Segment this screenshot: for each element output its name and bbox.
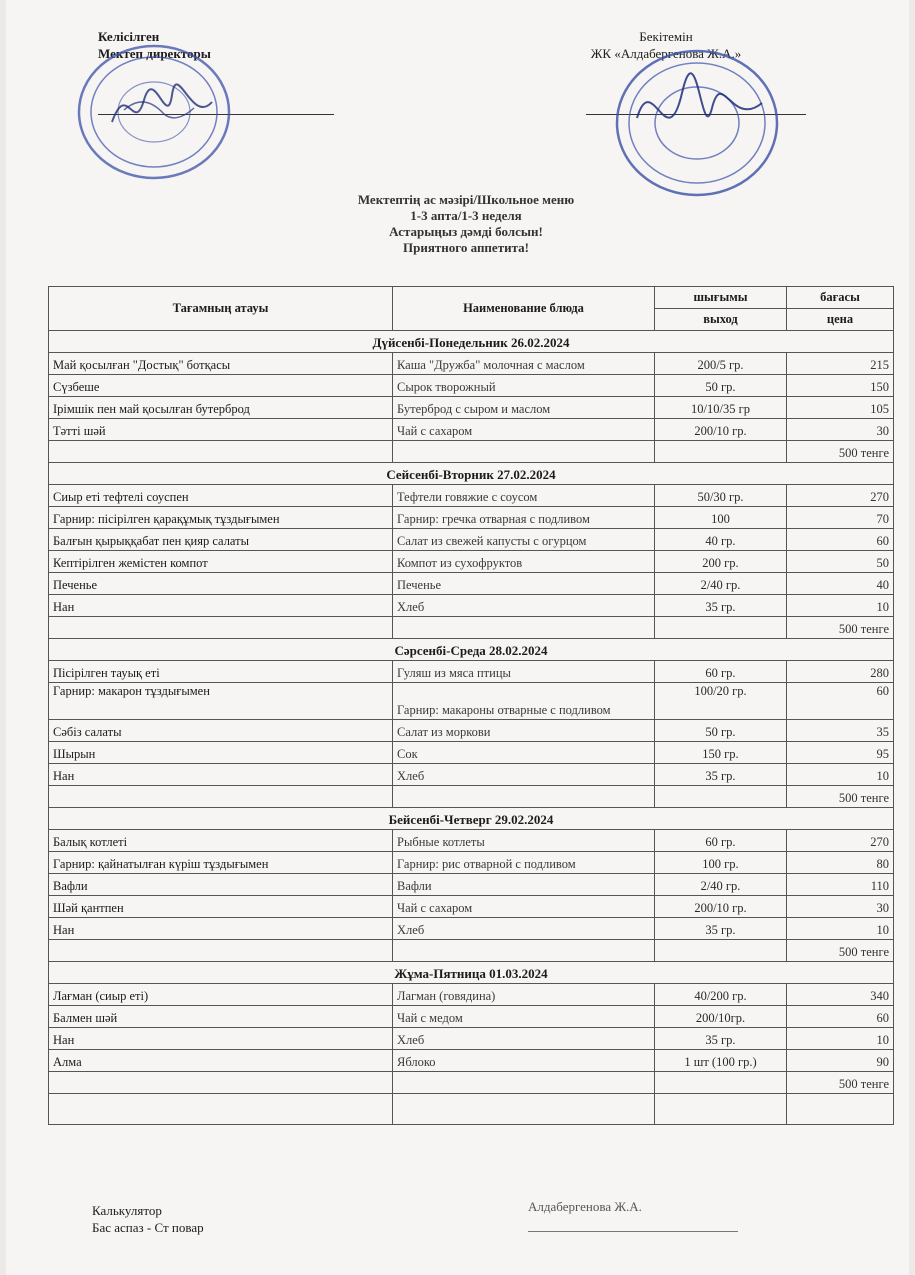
dish-name-ru: Бутерброд с сыром и маслом bbox=[393, 397, 655, 419]
table-row bbox=[49, 830, 894, 852]
day-header-row bbox=[49, 463, 894, 485]
dish-name-kz: Май қосылған "Достық" ботқасы bbox=[49, 353, 393, 375]
dish-name-kz: Балық котлеті bbox=[49, 830, 393, 852]
dish-yield: 2/40 гр. bbox=[655, 573, 787, 595]
dish-name-ru: Гуляш из мяса птицы bbox=[393, 661, 655, 683]
dish-name-ru: Гарнир: гречка отварная с подливом bbox=[393, 507, 655, 529]
dish-name-kz: Сиыр еті тефтелі соуспен bbox=[49, 485, 393, 507]
bon-appetit-kz: Астарыңыз дәмді болсын! bbox=[389, 224, 543, 239]
dish-yield: 60 гр. bbox=[655, 661, 787, 683]
column-header-yield-kz: шығымы bbox=[655, 287, 787, 309]
table-row bbox=[49, 720, 894, 742]
day-total: 500 тенге bbox=[787, 617, 894, 639]
dish-price: 280 bbox=[787, 661, 894, 683]
calculator-label: Калькулятор bbox=[92, 1203, 162, 1218]
day-header-row bbox=[49, 639, 894, 661]
day-total-row bbox=[49, 617, 894, 639]
table-row bbox=[49, 918, 894, 940]
table-row bbox=[49, 852, 894, 874]
dish-name-kz: Вафли bbox=[49, 874, 393, 896]
dish-name-ru: Вафли bbox=[393, 874, 655, 896]
dish-name-ru: Каша "Дружба" молочная с маслом bbox=[393, 353, 655, 375]
dish-price: 90 bbox=[787, 1050, 894, 1072]
dish-name-kz: Шырын bbox=[49, 742, 393, 764]
dish-yield: 1 шт (100 гр.) bbox=[655, 1050, 787, 1072]
menu-table bbox=[48, 286, 894, 1125]
dish-price: 215 bbox=[787, 353, 894, 375]
dish-yield: 50/30 гр. bbox=[655, 485, 787, 507]
dish-price: 270 bbox=[787, 830, 894, 852]
dish-name-ru: Яблоко bbox=[393, 1050, 655, 1072]
dish-name-ru: Лагман (говядина) bbox=[393, 984, 655, 1006]
day-title: Жұма-Пятница 01.03.2024 bbox=[49, 962, 894, 984]
column-header-name-kz: Тағамның атауы bbox=[49, 287, 393, 331]
column-header-price-ru: цена bbox=[787, 309, 894, 331]
dish-name-kz: Пісірілген тауық еті bbox=[49, 661, 393, 683]
bon-appetit-ru: Приятного аппетита! bbox=[403, 240, 529, 255]
dish-price: 30 bbox=[787, 419, 894, 441]
dish-price: 70 bbox=[787, 507, 894, 529]
dish-yield: 60 гр. bbox=[655, 830, 787, 852]
menu-title-block bbox=[256, 192, 676, 256]
dish-price: 10 bbox=[787, 918, 894, 940]
dish-name-kz: Гарнир: пісірілген қарақұмық тұздығымен bbox=[49, 507, 393, 529]
entrepreneur-label: ЖК «Алдабергенова Ж.А.» bbox=[590, 46, 742, 61]
dish-yield: 100/20 гр. bbox=[655, 683, 787, 720]
dish-yield: 2/40 гр. bbox=[655, 874, 787, 896]
table-row bbox=[49, 375, 894, 397]
dish-yield: 200 гр. bbox=[655, 551, 787, 573]
day-header-row bbox=[49, 331, 894, 353]
document-page bbox=[6, 0, 909, 1275]
menu-table-body bbox=[49, 331, 894, 1125]
dish-name-kz: Лағман (сиыр еті) bbox=[49, 984, 393, 1006]
signature-line-footer bbox=[528, 1231, 738, 1232]
dish-yield: 150 гр. bbox=[655, 742, 787, 764]
table-row bbox=[49, 485, 894, 507]
entrepreneur-seal-stamp bbox=[612, 48, 782, 198]
dish-name-ru: Чай с сахаром bbox=[393, 419, 655, 441]
dish-name-kz: Нан bbox=[49, 764, 393, 786]
menu-title: Мектептің ас мәзірі/Школьное меню bbox=[357, 192, 575, 207]
table-row bbox=[49, 742, 894, 764]
dish-price: 40 bbox=[787, 573, 894, 595]
day-title: Бейсенбі-Четверг 29.02.2024 bbox=[49, 808, 894, 830]
day-total-row bbox=[49, 1072, 894, 1094]
dish-name-ru: Гарнир: макароны отварные с подливом bbox=[393, 683, 655, 720]
dish-name-ru: Чай с медом bbox=[393, 1006, 655, 1028]
dish-name-kz: Нан bbox=[49, 595, 393, 617]
dish-name-ru: Сок bbox=[393, 742, 655, 764]
table-row bbox=[49, 984, 894, 1006]
dish-name-ru: Хлеб bbox=[393, 918, 655, 940]
dish-name-ru: Хлеб bbox=[393, 764, 655, 786]
dish-price: 30 bbox=[787, 896, 894, 918]
table-row bbox=[49, 397, 894, 419]
dish-yield: 50 гр. bbox=[655, 720, 787, 742]
dish-name-ru: Тефтели говяжие с соусом bbox=[393, 485, 655, 507]
dish-name-kz: Тәтті шәй bbox=[49, 419, 393, 441]
dish-name-kz: Гарнир: макарон тұздығымен bbox=[49, 683, 393, 720]
director-label: Мектеп директоры bbox=[98, 46, 211, 61]
dish-yield: 100 bbox=[655, 507, 787, 529]
dish-price: 150 bbox=[787, 375, 894, 397]
dish-name-ru: Чай с сахаром bbox=[393, 896, 655, 918]
dish-price: 10 bbox=[787, 595, 894, 617]
table-row bbox=[49, 1050, 894, 1072]
table-row bbox=[49, 507, 894, 529]
dish-yield: 200/10 гр. bbox=[655, 896, 787, 918]
day-total: 500 тенге bbox=[787, 786, 894, 808]
dish-price: 60 bbox=[787, 1006, 894, 1028]
dish-name-kz: Кептірілген жемістен компот bbox=[49, 551, 393, 573]
dish-yield: 50 гр. bbox=[655, 375, 787, 397]
day-header-row bbox=[49, 808, 894, 830]
dish-yield: 35 гр. bbox=[655, 1028, 787, 1050]
table-row bbox=[49, 661, 894, 683]
school-seal-stamp bbox=[72, 40, 232, 180]
dish-name-kz: Алма bbox=[49, 1050, 393, 1072]
day-total-row bbox=[49, 441, 894, 463]
approve-label: Бекітемін bbox=[639, 29, 693, 44]
dish-name-kz: Гарнир: қайнатылған күріш тұздығымен bbox=[49, 852, 393, 874]
dish-yield: 200/10гр. bbox=[655, 1006, 787, 1028]
dish-name-kz: Нан bbox=[49, 918, 393, 940]
dish-name-kz: Балғын қырыққабат пен қияр салаты bbox=[49, 529, 393, 551]
day-title: Сейсенбі-Вторник 27.02.2024 bbox=[49, 463, 894, 485]
dish-price: 340 bbox=[787, 984, 894, 1006]
dish-name-kz: Нан bbox=[49, 1028, 393, 1050]
column-header-name-ru: Наименование блюда bbox=[393, 287, 655, 331]
dish-yield: 35 гр. bbox=[655, 918, 787, 940]
dish-name-ru: Салат из свежей капусты с огурцом bbox=[393, 529, 655, 551]
day-total-row bbox=[49, 786, 894, 808]
dish-price: 95 bbox=[787, 742, 894, 764]
table-row bbox=[49, 1028, 894, 1050]
table-row bbox=[49, 874, 894, 896]
dish-price: 35 bbox=[787, 720, 894, 742]
dish-name-kz: Печенье bbox=[49, 573, 393, 595]
dish-name-kz: Ірімшік пен май қосылған бутерброд bbox=[49, 397, 393, 419]
table-row bbox=[49, 595, 894, 617]
dish-name-kz: Сүзбеше bbox=[49, 375, 393, 397]
dish-name-ru: Хлеб bbox=[393, 595, 655, 617]
head-chef-label: Бас аспаз - Ст повар bbox=[92, 1220, 204, 1235]
dish-price: 110 bbox=[787, 874, 894, 896]
dish-name-kz: Шәй қантпен bbox=[49, 896, 393, 918]
dish-price: 80 bbox=[787, 852, 894, 874]
table-row bbox=[49, 683, 894, 720]
dish-yield: 35 гр. bbox=[655, 595, 787, 617]
table-row bbox=[49, 529, 894, 551]
signatory-name: Алдабергенова Ж.А. bbox=[528, 1199, 642, 1214]
dish-yield: 40 гр. bbox=[655, 529, 787, 551]
day-total: 500 тенге bbox=[787, 1072, 894, 1094]
day-title: Сәрсенбі-Среда 28.02.2024 bbox=[49, 639, 894, 661]
day-title: Дүйсенбі-Понедельник 26.02.2024 bbox=[49, 331, 894, 353]
menu-weeks: 1-3 апта/1-3 неделя bbox=[410, 208, 522, 223]
footer-signature bbox=[528, 1199, 642, 1215]
dish-name-ru: Салат из моркови bbox=[393, 720, 655, 742]
agreed-label: Келісілген bbox=[98, 29, 160, 44]
dish-yield: 200/5 гр. bbox=[655, 353, 787, 375]
dish-name-ru: Хлеб bbox=[393, 1028, 655, 1050]
empty-row bbox=[49, 1094, 894, 1125]
footer-signatories bbox=[92, 1202, 204, 1236]
dish-price: 270 bbox=[787, 485, 894, 507]
table-row bbox=[49, 573, 894, 595]
table-row bbox=[49, 896, 894, 918]
dish-yield: 200/10 гр. bbox=[655, 419, 787, 441]
dish-yield: 10/10/35 гр bbox=[655, 397, 787, 419]
dish-yield: 40/200 гр. bbox=[655, 984, 787, 1006]
dish-yield: 100 гр. bbox=[655, 852, 787, 874]
day-total: 500 тенге bbox=[787, 441, 894, 463]
day-total-row bbox=[49, 940, 894, 962]
table-row bbox=[49, 551, 894, 573]
column-header-yield-ru: выход bbox=[655, 309, 787, 331]
table-row bbox=[49, 419, 894, 441]
day-header-row bbox=[49, 962, 894, 984]
dish-price: 60 bbox=[787, 683, 894, 720]
dish-name-kz: Балмен шәй bbox=[49, 1006, 393, 1028]
dish-price: 10 bbox=[787, 764, 894, 786]
table-row bbox=[49, 764, 894, 786]
day-total: 500 тенге bbox=[787, 940, 894, 962]
dish-price: 50 bbox=[787, 551, 894, 573]
table-row bbox=[49, 353, 894, 375]
dish-name-kz: Сәбіз салаты bbox=[49, 720, 393, 742]
dish-price: 105 bbox=[787, 397, 894, 419]
dish-price: 10 bbox=[787, 1028, 894, 1050]
dish-name-ru: Печенье bbox=[393, 573, 655, 595]
dish-yield: 35 гр. bbox=[655, 764, 787, 786]
dish-price: 60 bbox=[787, 529, 894, 551]
column-header-price-kz: бағасы bbox=[787, 287, 894, 309]
dish-name-ru: Сырок творожный bbox=[393, 375, 655, 397]
dish-name-ru: Гарнир: рис отварной с подливом bbox=[393, 852, 655, 874]
dish-name-ru: Рыбные котлеты bbox=[393, 830, 655, 852]
table-row bbox=[49, 1006, 894, 1028]
dish-name-ru: Компот из сухофруктов bbox=[393, 551, 655, 573]
